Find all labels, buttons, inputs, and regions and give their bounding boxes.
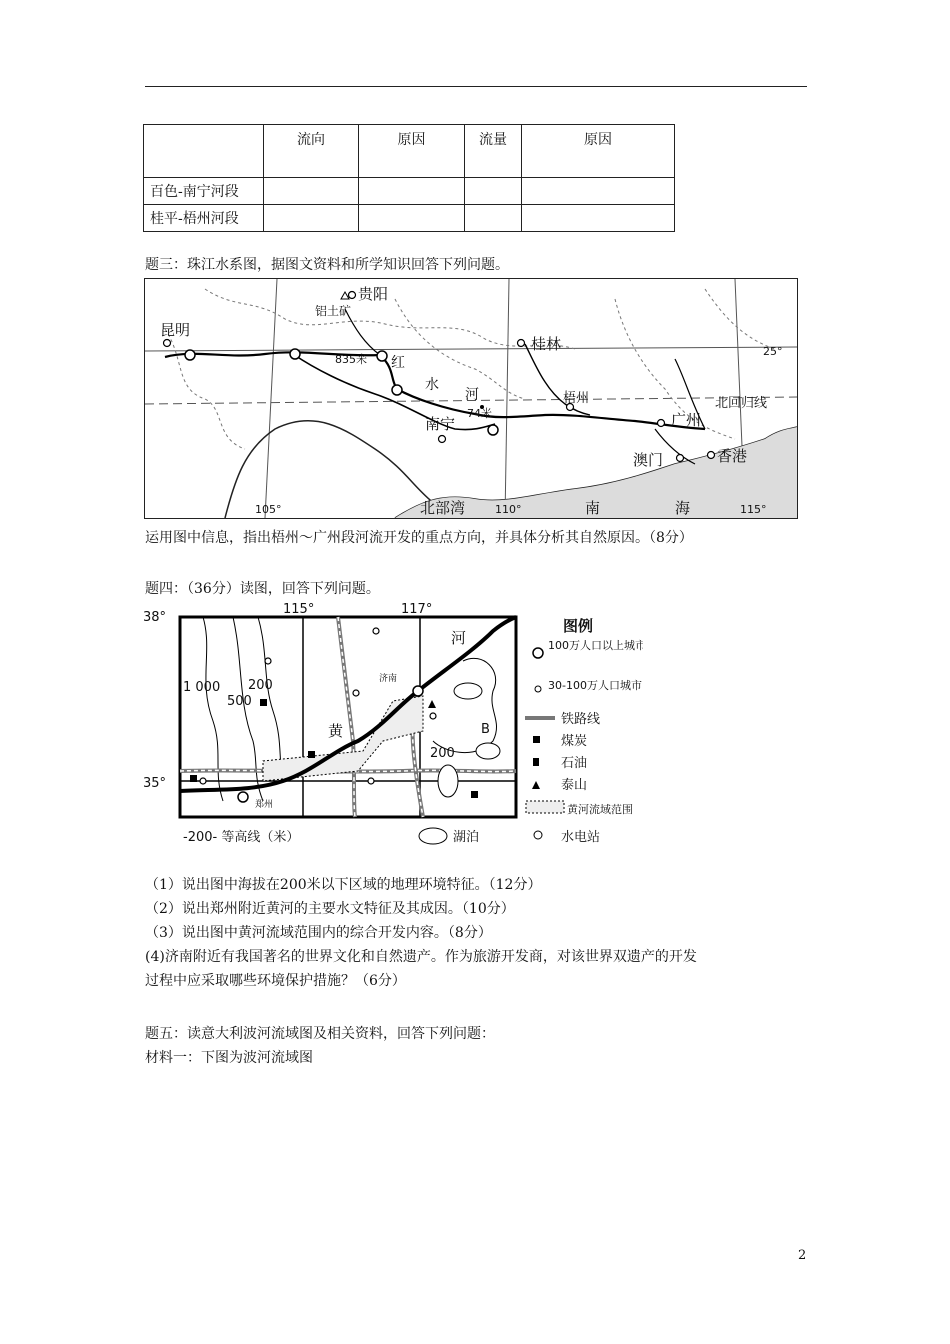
table-row (144, 205, 675, 232)
table-header-row (144, 125, 675, 178)
q4-question-2: （2）说出郑州附近黄河的主要水文特征及其成因。（10分） (145, 901, 515, 917)
map4-label-lon115: 115° (283, 602, 315, 617)
map4-label-c1000: 1 000 (183, 680, 221, 695)
map-label-hongkong: 香港 (717, 447, 748, 465)
table-cell (264, 178, 359, 205)
legend-title: 图例 (563, 617, 594, 635)
legend-item-coal: 煤炭 (561, 734, 588, 749)
map4-label-he: 河 (451, 629, 467, 647)
map-label-hong: 红 (391, 355, 405, 371)
map4-label-c200b: 200 (430, 746, 455, 761)
map-label-tropic: 北回归线 (715, 396, 768, 411)
q4-question-1: （1）说出图中海拔在200米以下区域的地理环境特征。（12分） (145, 877, 542, 893)
table-header-cell: 原因 (522, 125, 675, 178)
map-label-guangzhou: 广州 (671, 411, 702, 429)
map-label-lon115: 115° (740, 503, 767, 516)
q5-material: 材料一：下图为波河流域图 (145, 1050, 313, 1066)
table-cell (264, 205, 359, 232)
q3-question: 运用图中信息，指出梧州～广州段河流开发的重点方向，并具体分析其自然原因。（8分） (145, 530, 693, 546)
map-label-nan: 南 (585, 499, 601, 517)
map-label-lon110: 110° (495, 503, 522, 516)
map4-contour-legend: -200- 等高线（米） (183, 830, 300, 845)
q4-question-4b: 过程中应采取哪些环境保护措施？（6分） (145, 973, 406, 989)
table-header-cell: 原因 (359, 125, 465, 178)
table-cell (465, 205, 522, 232)
map4-label-b: B (481, 722, 490, 737)
q4-question-3: （3）说出图中黄河流域范围内的综合开发内容。（8分） (145, 925, 492, 941)
map4-label-c200a: 200 (248, 678, 273, 693)
map-label-beibuwan: 北部湾 (420, 499, 466, 517)
legend-item-basin: 黄河流域范围 (567, 803, 633, 816)
map-label-kunming: 昆明 (160, 321, 191, 339)
table-header-cell: 流量 (465, 125, 522, 178)
q3-title: 题三：珠江水系图，据图文资料和所学知识回答下列问题。 (145, 257, 509, 273)
legend-item-mid-city: 30-100万人口城市 (548, 679, 642, 692)
legend-item-taishan: 泰山 (561, 778, 588, 793)
map-label-macau: 澳门 (633, 451, 664, 469)
map4-label-zhengzhou: 郑州 (255, 800, 274, 810)
map-label-hai: 海 (675, 499, 691, 517)
yellow-river-map (143, 601, 643, 853)
map-label-wuzhou: 梧州 (563, 391, 590, 406)
page-number: 2 (798, 1248, 807, 1263)
table-cell (359, 205, 465, 232)
map4-label-c500: 500 (227, 694, 252, 709)
table-row (144, 178, 675, 205)
q5-title: 题五：读意大利波河流域图及相关资料，回答下列问题： (145, 1026, 495, 1042)
map-label-835m: 835米 (335, 353, 367, 366)
table-cell (359, 178, 465, 205)
map-label-lat25: 25° (763, 345, 783, 358)
map4-lake-legend: 湖泊 (453, 830, 480, 845)
map4-label-lat35: 35° (143, 776, 167, 791)
map-label-bauxite: 铝土矿 (315, 304, 352, 318)
header-rule (145, 86, 807, 87)
pearl-river-map (144, 278, 798, 519)
map-label-guilin: 桂林 (531, 335, 562, 353)
table-cell: 百色-南宁河段 (144, 178, 264, 205)
q4-question-4a: (4)济南附近有我国著名的世界文化和自然遗产。作为旅游开发商，对该世界双遗产的开发 (145, 949, 697, 965)
legend-item-hydro: 水电站 (561, 830, 601, 845)
table-cell: 桂平-梧州河段 (144, 205, 264, 232)
table-cell (522, 205, 675, 232)
answer-table (143, 124, 675, 232)
table-header-cell (144, 125, 264, 178)
q4-title: 题四：（36分）读图，回答下列问题。 (145, 581, 380, 597)
map4-label-lat38: 38° (143, 610, 167, 625)
legend-item-oil: 石油 (561, 756, 588, 771)
legend-item-big-city: 100万人口以上城市 (548, 639, 643, 652)
map-label-nanning: 南宁 (425, 415, 456, 433)
map-label-74m: 74米 (467, 407, 492, 420)
table-header-cell: 流向 (264, 125, 359, 178)
table-cell (465, 178, 522, 205)
map-label-guiyang: 贵阳 (358, 285, 389, 303)
legend-item-railway: 铁路线 (561, 712, 601, 727)
map-label-he: 河 (465, 387, 479, 403)
table-cell (522, 178, 675, 205)
map4-label-lon117: 117° (401, 602, 433, 617)
map4-label-huang: 黄 (328, 722, 344, 740)
map-label-shui: 水 (425, 377, 439, 393)
map-label-lon105: 105° (255, 503, 282, 516)
map4-label-jinan: 济南 (379, 674, 398, 684)
